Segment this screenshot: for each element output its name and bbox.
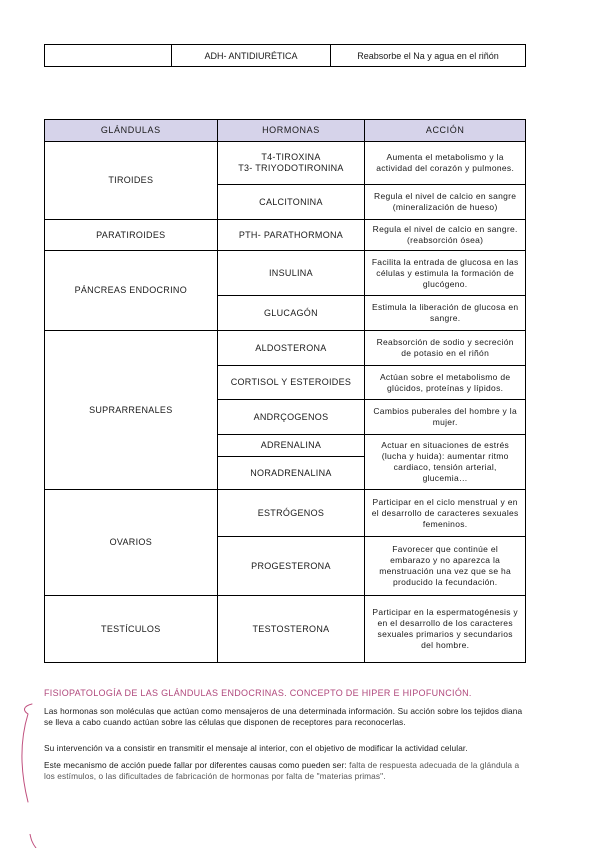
- hormone-adrenalina: ADRENALINA: [217, 435, 365, 457]
- paragraph-mecanismo-lead: Este mecanismo de acción puede fallar por diferentes causas como pueden ser:: [44, 760, 347, 770]
- header-accion: ACCIÓN: [365, 120, 526, 142]
- action-adrenalina-noradrenalina: Actuar en situaciones de estrés (lucha y huida): aumentar ritmo cardiaco, tensión arterial, glucemia…: [365, 435, 526, 490]
- hormone-noradrenalina: NORADRENALINA: [217, 457, 365, 490]
- header-glandulas: GLÁNDULAS: [45, 120, 218, 142]
- hormone-estrogenos: ESTRÓGENOS: [217, 490, 365, 537]
- table-row: [45, 490, 526, 537]
- hormone-t4-t3: T4-TIROXINA T3- TRIYODOTIRONINA: [217, 142, 365, 185]
- adh-table: [44, 44, 526, 67]
- gland-tiroides: TIROIDES: [45, 142, 218, 220]
- gland-ovarios: OVARIOS: [45, 490, 218, 596]
- action-aldosterona: Reabsorción de sodio y secreción de potasio en el riñón: [365, 331, 526, 366]
- hormone-insulina: INSULINA: [217, 251, 365, 296]
- hormone-glucagon: GLUCAGÓN: [217, 296, 365, 331]
- action-androgenos: Cambios puberales del hombre y la mujer.: [365, 400, 526, 435]
- hormone-calcitonina: CALCITONINA: [217, 185, 365, 220]
- table-row: [45, 45, 526, 67]
- paragraph-intervencion: Su intervención va a consistir en transmitir el mensaje al interior, con el objetivo de modificar la actividad celular.: [44, 743, 468, 753]
- action-estrogenos: Participar en el ciclo menstrual y en el desarrollo de caracteres sexuales femeninos.: [365, 490, 526, 537]
- table-row: [45, 596, 526, 663]
- table-header-row: [45, 120, 526, 142]
- table-row: [45, 220, 526, 251]
- table-row: [45, 251, 526, 296]
- hormone-progesterona: PROGESTERONA: [217, 537, 365, 596]
- gland-pancreas: PÁNCREAS ENDOCRINO: [45, 251, 218, 331]
- action-cell: Reabsorbe el Na y agua en el riñón: [331, 45, 526, 67]
- margin-bracket-icon: [16, 700, 38, 810]
- paragraph-hormonas: Las hormonas son moléculas que actúan como mensajeros de una determinada información. Su acción sobre los tejidos diana se lleva a cabo cuando actúan sobre las células que disponen de receptores para reconocerlas.: [44, 706, 523, 727]
- action-t4-t3: Aumenta el metabolismo y la actividad del corazón y pulmones.: [365, 142, 526, 185]
- margin-tick-icon: [28, 834, 38, 848]
- gland-testiculos: TESTÍCULOS: [45, 596, 218, 663]
- hormone-cell: ADH- ANTIDIURÉTICA: [172, 45, 331, 67]
- action-insulina: Facilita la entrada de glucosa en las células y estimula la formación de glucógeno.: [365, 251, 526, 296]
- paragraph-mecanismo: [44, 760, 530, 782]
- empty-gland-cell: [45, 45, 172, 67]
- action-progesterona: Favorecer que continúe el embarazo y no aparezca la menstruación una vez que se ha producido la fecundación.: [365, 537, 526, 596]
- action-pth: Regula el nivel de calcio en sangre. (reabsorción ósea): [365, 220, 526, 251]
- action-cortisol: Actúan sobre el metabolismo de glúcidos, proteínas y lípidos.: [365, 366, 526, 400]
- endocrine-glands-table: [44, 119, 526, 663]
- action-testosterona: Participar en la espermatogénesis y en el desarrollo de los caracteres sexuales primarios y secundarios del hombre.: [365, 596, 526, 663]
- paragraph-mecanismo-rest: falta de respuesta adecuada de la glándula a los estímulos, o las dificultades de fabricación de hormonas por falta de "materias primas".: [44, 760, 520, 781]
- hormone-cortisol: CORTISOL Y ESTEROIDES: [217, 366, 365, 400]
- section-title: FISIOPATOLOGÍA DE LAS GLÁNDULAS ENDOCRINAS. CONCEPTO DE HIPER E HIPOFUNCIÓN.: [44, 688, 472, 698]
- action-calcitonina: Regula el nivel de calcio en sangre (mineralización de hueso): [365, 185, 526, 220]
- gland-suprarrenales: SUPRARRENALES: [45, 331, 218, 490]
- hormone-androgenos: ANDRÇOGENOS: [217, 400, 365, 435]
- table-row: [45, 142, 526, 185]
- hormone-aldosterona: ALDOSTERONA: [217, 331, 365, 366]
- table-row: [45, 331, 526, 366]
- gland-paratiroides: PARATIROIDES: [45, 220, 218, 251]
- header-hormonas: HORMONAS: [217, 120, 365, 142]
- hormone-testosterona: TESTOSTERONA: [217, 596, 365, 663]
- hormone-pth: PTH- PARATHORMONA: [217, 220, 365, 251]
- action-glucagon: Estimula la liberación de glucosa en sangre.: [365, 296, 526, 331]
